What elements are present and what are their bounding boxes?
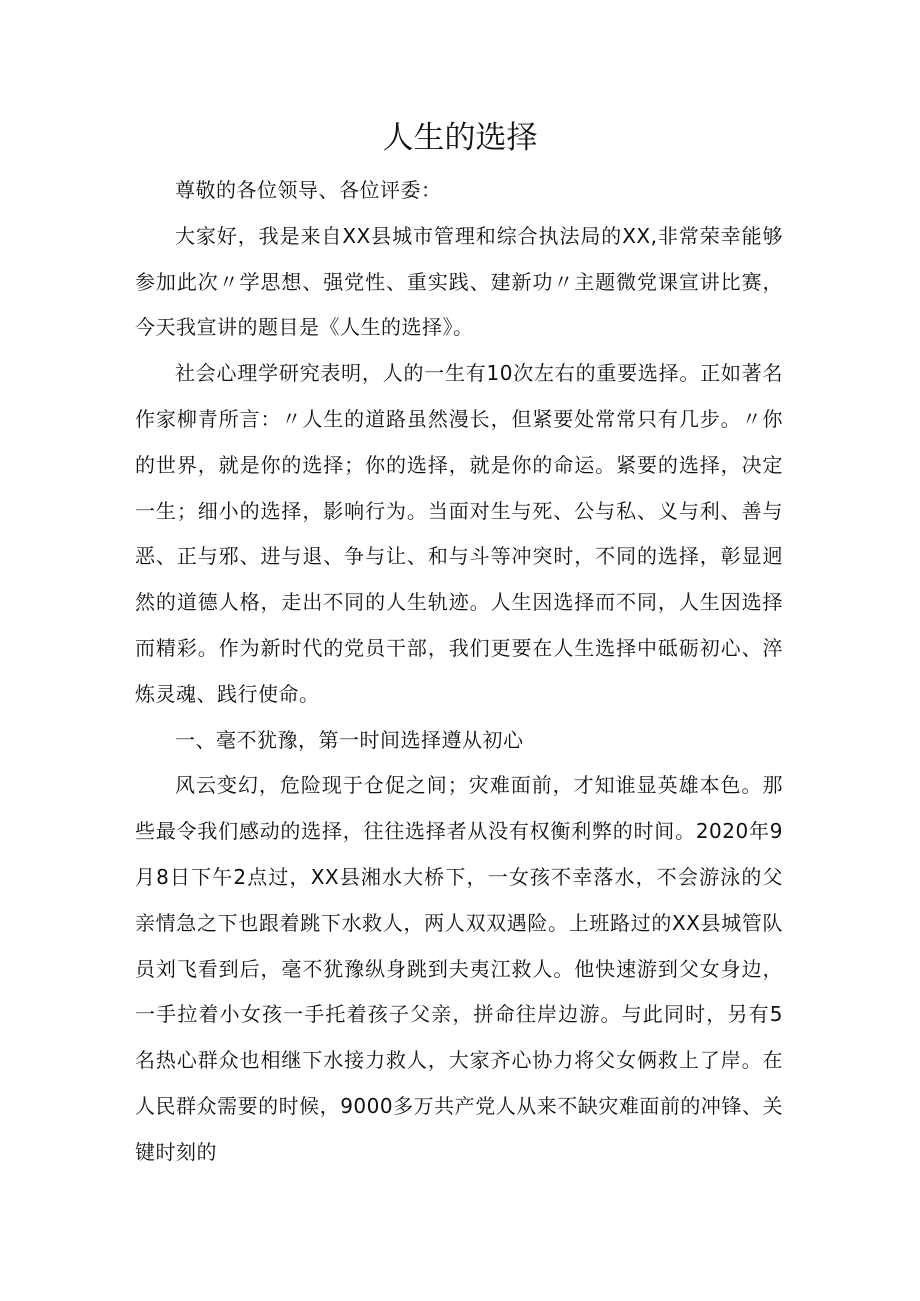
document-body bbox=[135, 168, 783, 1176]
document-title: 人生的选择 bbox=[382, 120, 538, 156]
section-heading-1: 一、毫不犹豫，第一时间选择遵从初心 bbox=[175, 727, 524, 752]
salutation: 尊敬的各位领导、各位评委： bbox=[175, 178, 442, 202]
paragraph-story: 风云变幻，危险现于仓促之间；灾难面前，才知谁显英雄本色。那些最令我们感动的选择，往往选择者从没有权衡利弊的时间。2020年9月8日下午2点过，XX县湘水大桥下，一女孩不幸落水，不会游泳的父亲情急之下也跟着跳下水救人，两人双双遇险。上班路过的XX县城管队员刘飞看到后，毫不犹豫纵身跳到夫夷江救人。他快速游到父女身边，一手拉着小女孩一手托着孩子父亲，拼命往岸边游。与此同时，另有5名热心群众也相继下水接力救人，大家齐心协力将父女俩救上了岸。在人民群众需要的时候，9000多万共产党人从来不缺灾难面前的冲锋、关键时刻的 bbox=[135, 773, 783, 1164]
paragraph-intro: 社会心理学研究表明，人的一生有10次左右的重要选择。正如著名作家柳青所言：〃人生的道路虽然漫长，但紧要处常常只有几步。〃你的世界，就是你的选择；你的选择，就是你的命运。紧要的选择，决定一生；细小的选择，影响行为。当面对生与死、公与私、义与利、善与恶、正与邪、进与退、争与让、和与斗等冲突时，不同的选择，彰显迥然的道德人格，走出不同的人生轨迹。人生因选择而不同，人生因选择而精彩。作为新时代的党员干部，我们更要在人生选择中砥砺初心、淬炼灵魂、践行使命。 bbox=[135, 361, 783, 706]
paragraph-greeting: 大家好，我是来自XX县城市管理和综合执法局的XX,非常荣幸能够参加此次〃学思想、强党性、重实践、建新功〃主题微党课宣讲比赛，今天我宣讲的题目是《人生的选择》。 bbox=[135, 223, 783, 340]
